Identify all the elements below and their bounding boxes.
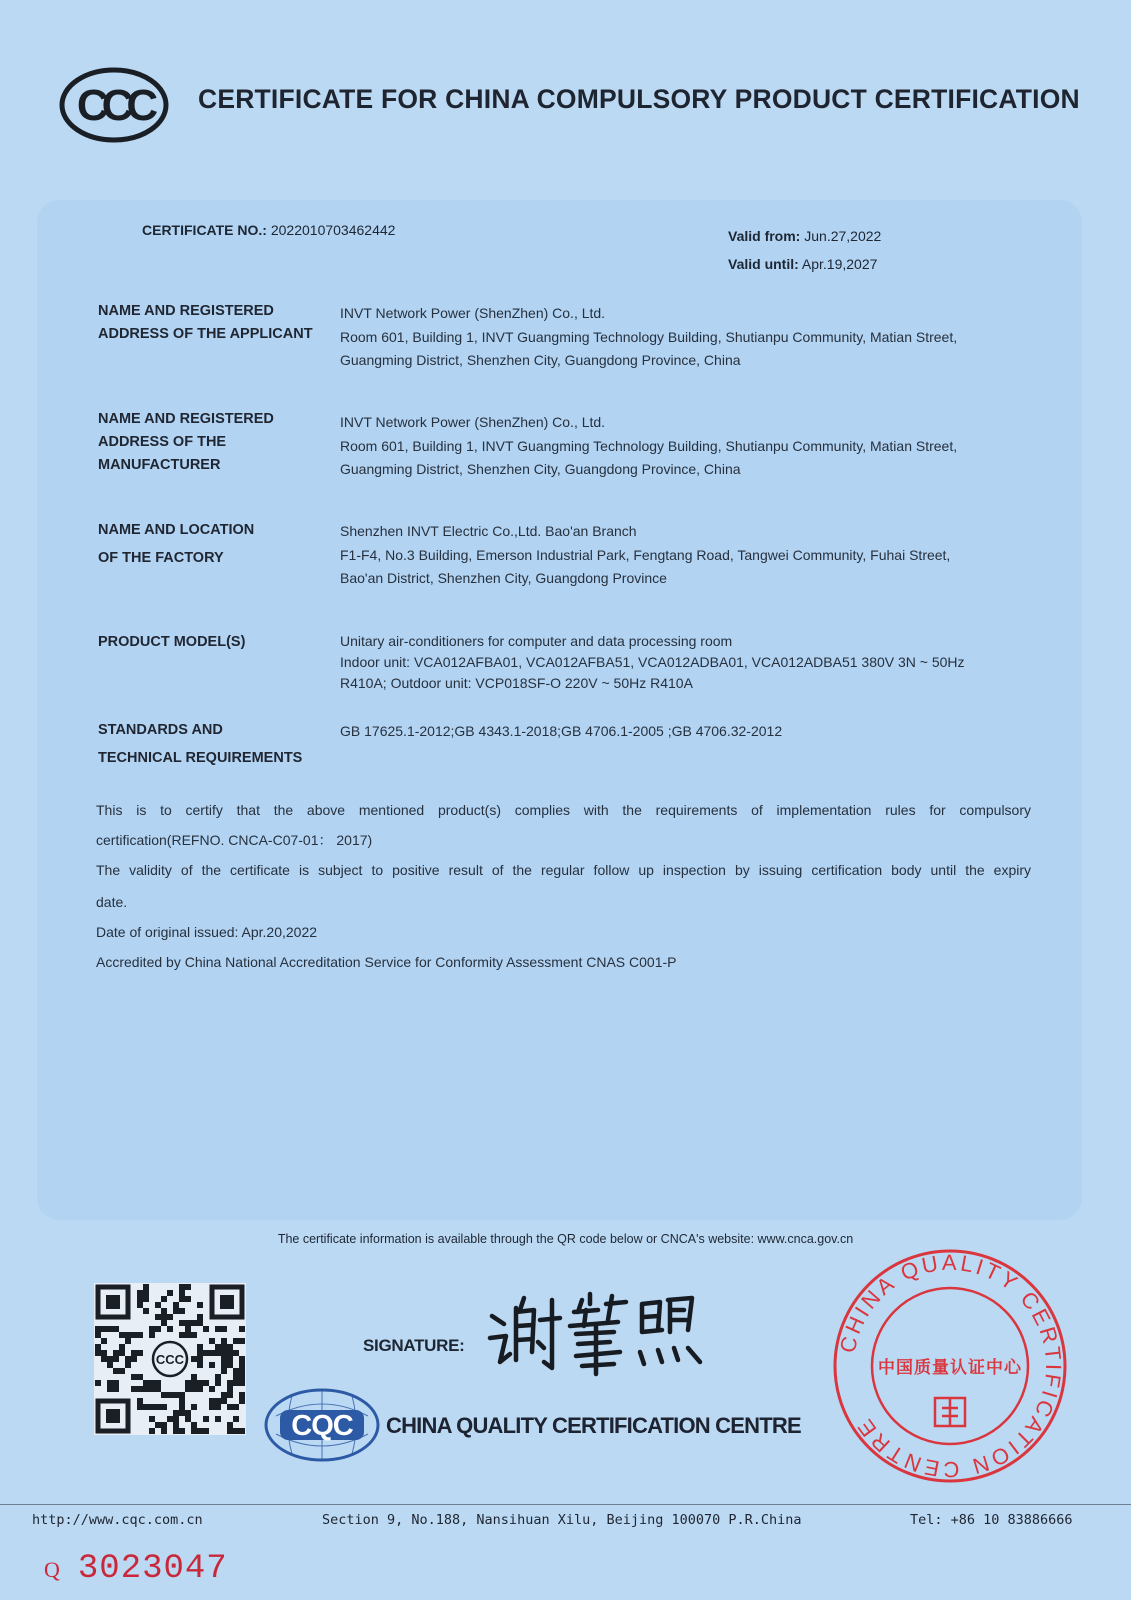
footer-divider	[0, 1504, 1131, 1505]
cqc-logo-text: CQC	[291, 1410, 353, 1442]
factory-label	[98, 516, 254, 572]
manufacturer-address-line2: Guangming District, Shenzhen City, Guangdong Province, China	[340, 461, 741, 477]
qr-center-text: CCC	[155, 1352, 185, 1367]
standards-value: GB 17625.1-2012;GB 4343.1-2018;GB 4706.1-2005 ;GB 4706.32-2012	[340, 723, 783, 739]
qr-code-icon[interactable]	[94, 1283, 246, 1435]
product-description: Unitary air-conditioners for computer and data processing room	[340, 633, 733, 649]
factory-label-line1: NAME AND LOCATION	[98, 522, 255, 538]
certificate-number-label: CERTIFICATE NO.:	[142, 222, 267, 238]
product-value	[340, 631, 965, 694]
serial-number	[44, 1550, 228, 1588]
ccc-logo-text: CCC	[76, 81, 152, 130]
cqc-logo-icon	[262, 1386, 382, 1464]
product-label: PRODUCT MODEL(S)	[98, 634, 246, 650]
product-indoor-unit: Indoor unit: VCA012AFBA01, VCA012AFBA51, VCA012ADBA01, VCA012ADBA51 380V 3N ~ 50Hz	[340, 654, 965, 670]
certificate-number-value: 2022010703462442	[270, 222, 396, 238]
serial-prefix: Q	[44, 1557, 60, 1582]
manufacturer-label: NAME AND REGISTERED ADDRESS OF THE MANUFACTURER	[98, 411, 274, 473]
footer-website[interactable]: http://www.cqc.com.cn	[32, 1512, 203, 1528]
valid-from	[728, 222, 881, 250]
applicant-label: NAME AND REGISTERED ADDRESS OF THE APPLICANT	[98, 303, 313, 342]
product-outdoor-unit: R410A; Outdoor unit: VCP018SF-O 220V ~ 50Hz R410A	[340, 675, 693, 691]
valid-until-label: Valid until:	[728, 256, 799, 272]
valid-from-value: Jun.27,2022	[804, 228, 882, 244]
factory-address-line1: F1-F4, No.3 Building, Emerson Industrial Park, Fengtang Road, Tangwei Community, Fuhai Street,	[340, 546, 951, 563]
validity-statement-line2: date.	[96, 894, 128, 910]
ccc-logo-icon	[58, 66, 170, 144]
valid-until-value: Apr.19,2027	[801, 256, 878, 272]
manufacturer-address-line1: Room 601, Building 1, INVT Guangming Technology Building, Shutianpu Community, Matian Street,	[340, 437, 958, 454]
factory-value	[340, 520, 950, 591]
applicant-value	[340, 302, 957, 373]
factory-name: Shenzhen INVT Electric Co.,Ltd. Bao'an Branch	[340, 523, 637, 539]
standards-label-line1: STANDARDS AND	[98, 722, 223, 738]
applicant-address-line2: Guangming District, Shenzhen City, Guangdong Province, China	[340, 352, 741, 368]
accreditation-statement: Accredited by China National Accreditation Service for Conformity Assessment CNAS C001-P	[96, 954, 677, 970]
validity-block	[728, 222, 881, 278]
serial-number-value: 3023047	[77, 1550, 228, 1588]
validity-statement-line1: The validity of the certificate is subject to positive result of the regular follow up inspection by issuing certification body until the expiry	[96, 862, 1031, 878]
standards-label-line2: TECHNICAL REQUIREMENTS	[98, 750, 303, 766]
valid-until	[728, 250, 881, 278]
certificate-number	[142, 222, 395, 238]
seal-outer-text: CHINA QUALITY CERTIFICATION CENTRE	[834, 1249, 1067, 1483]
standards-label	[98, 716, 302, 772]
signature-label: SIGNATURE:	[363, 1336, 465, 1355]
applicant-name: INVT Network Power (ShenZhen) Co., Ltd.	[340, 305, 606, 321]
certify-statement-line1: This is to certify that the above mentioned product(s) complies with the requirements of implementation rules for compulsory	[96, 802, 1031, 818]
qr-note: The certificate information is available through the QR code below or CNCA's website: www.cnca.gov.cn	[277, 1232, 854, 1246]
applicant-address-line1: Room 601, Building 1, INVT Guangming Technology Building, Shutianpu Community, Matian Street,	[340, 328, 958, 345]
official-seal-icon	[832, 1248, 1068, 1484]
manufacturer-name: INVT Network Power (ShenZhen) Co., Ltd.	[340, 414, 606, 430]
footer-telephone: Tel: +86 10 83886666	[910, 1512, 1073, 1528]
factory-address-line2: Bao'an District, Shenzhen City, Guangdong Province	[340, 570, 667, 586]
issuer-name: CHINA QUALITY CERTIFICATION CENTRE	[386, 1413, 801, 1438]
valid-from-label: Valid from:	[728, 228, 801, 244]
factory-label-line2: OF THE FACTORY	[98, 550, 224, 566]
signature-icon	[486, 1290, 706, 1382]
seal-inner-text: 中国质量认证中心	[878, 1358, 1022, 1378]
certify-statement-line2: certification(REFNO. CNCA-C07-01： 2017)	[96, 832, 373, 848]
footer-address: Section 9, No.188, Nansihuan Xilu, Beijing 100070 P.R.China	[322, 1512, 802, 1528]
original-issue-date: Date of original issued: Apr.20,2022	[96, 924, 318, 940]
page-title: CERTIFICATE FOR CHINA COMPULSORY PRODUCT CERTIFICATION	[198, 84, 1080, 114]
manufacturer-value	[340, 411, 957, 482]
